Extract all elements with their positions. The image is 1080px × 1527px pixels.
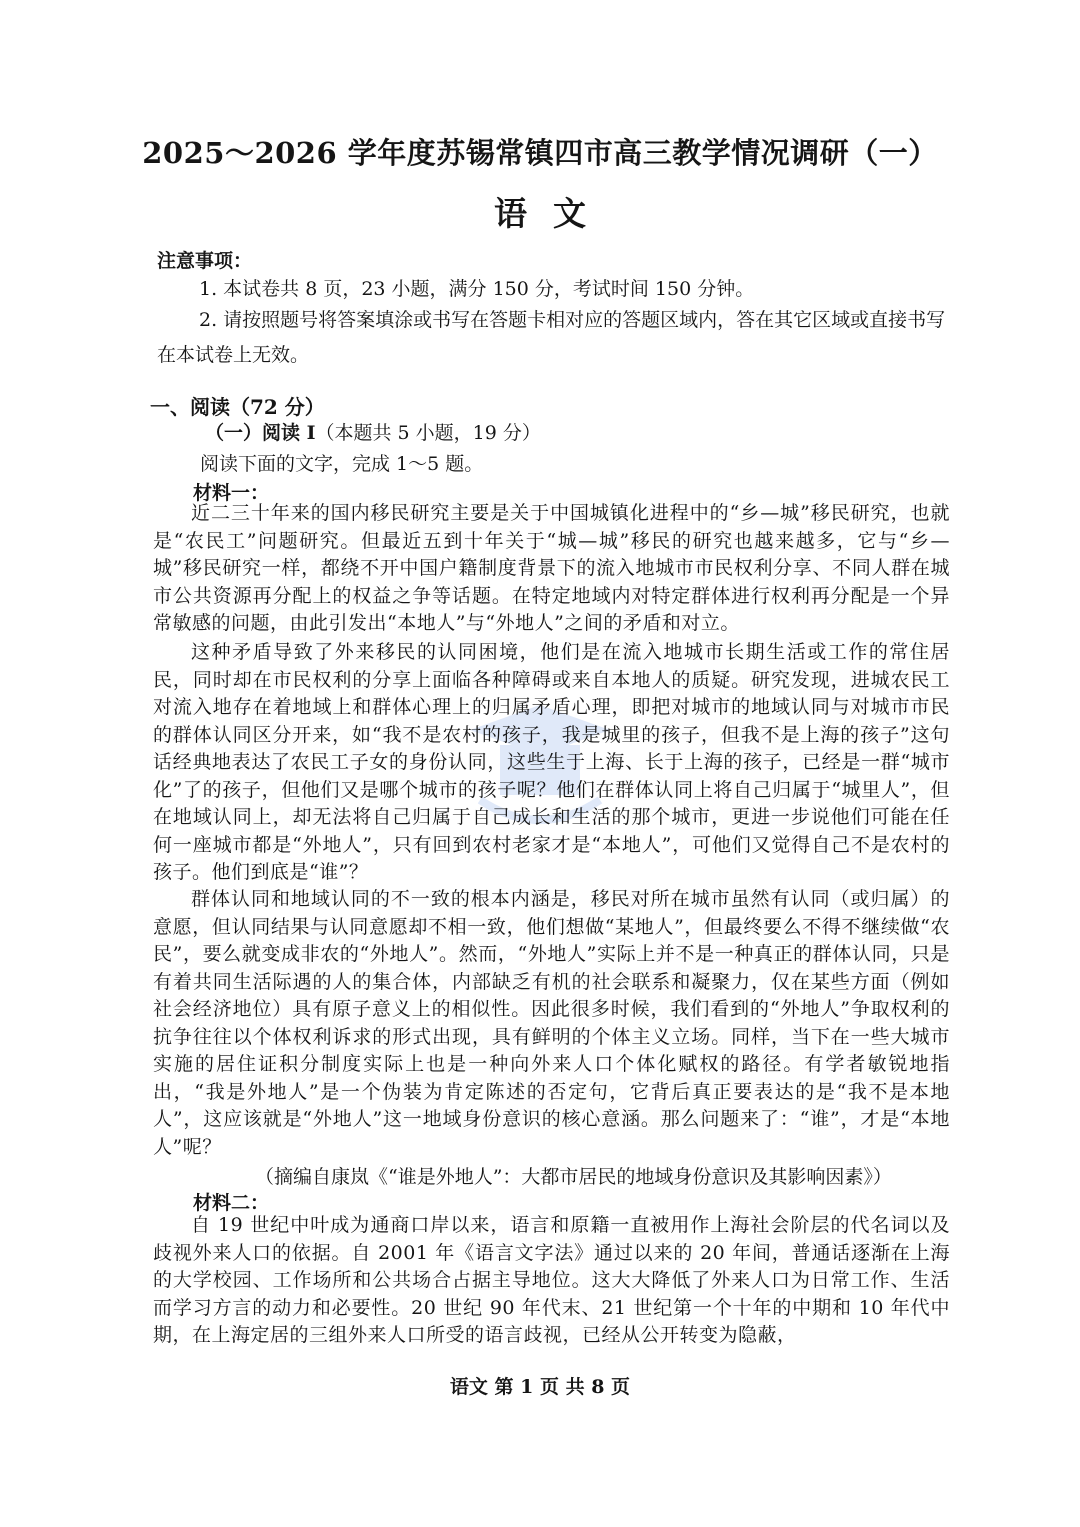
sub-section-heading — [205, 418, 541, 445]
notice-heading: 注意事项： — [157, 250, 253, 272]
material-1-paragraph-1: 近二三十年来的国内移民研究主要是关于中国城镇化进程中的“乡—城”移民研究，也就是“农民工”问题研究。但最近五到十年关于“城—城”移民的研究也越来越多，它与“乡—城”移民研究一样，都绕不开中国户籍制度背景下的流入地城市市民权利分享、不同人群在城市公共资源再分配上的权益之争等话题。在特定地域内对特定群体进行权利再分配是一个异常敏感的问题，由此引发出“本地人”与“外地人”之间的矛盾和对立。 — [153, 502, 950, 634]
section-heading: 一、阅读（72 分） — [150, 395, 325, 419]
exam-title: 2025～2026 学年度苏锡常镇四市高三教学情况调研（一） — [142, 136, 938, 170]
notice-item-1: 1. 本试卷共 8 页，23 小题，满分 150 分，考试时间 150 分钟。 — [199, 278, 755, 300]
reading-instruction: 阅读下面的文字，完成 1～5 题。 — [200, 453, 484, 475]
sub-section-detail: （本题共 5 小题，19 分） — [315, 422, 541, 444]
subject-title: 语文 — [494, 194, 612, 233]
material-1-heading: 材料一： — [193, 482, 270, 504]
material-2-heading: 材料二： — [193, 1192, 270, 1214]
notice-item-2: 2. 请按照题号将答案填涂或书写在答题卡相对应的答题区域内，答在其它区域或直接书写在本试卷上无效。 — [157, 309, 946, 366]
material-1-paragraph-2: 这种矛盾导致了外来移民的认同困境，他们是在流入地城市长期生活或工作的常住居民，同时却在市民权利的分享上面临各种障碍或来自本地人的质疑。研究发现，进城农民工对流入地存在着地域上和群体心理上的归属矛盾心理，即把对城市的地域认同与对城市市民的群体认同区分开来，如“我不是农村的孩子，我是城里的孩子，但我不是上海的孩子”这句话经典地表达了农民工子女的身份认同，这些生于上海、长于上海的孩子，已经是一群“城市化”了的孩子，但他们又是哪个城市的孩子呢？他们在群体认同上将自己归属于“城里人”，但在地域认同上，却无法将自己归属于自己成长和生活的那个城市，更进一步说他们可能在任何一座城市都是“外地人”，只有回到农村老家才是“本地人”，可他们又觉得自己不是农村的孩子。他们到底是“谁”？ — [153, 641, 950, 883]
material-2-paragraph-1: 自 19 世纪中叶成为通商口岸以来，语言和原籍一直被用作上海社会阶层的代名词以及歧视外来人口的依据。自 2001 年《语言文字法》通过以来的 20 年间，普通话逐渐在上海的大学校园、工作场所和公共场合占据主导地位。这大大降低了外来人口为日常工作、生活而学习方言的动力和必要性。20 世纪 90 年代末、21 世纪第一个十年的中期和 10 年代中期，在上海定居的三组外来人口所受的语言歧视，已经从公开转变为隐蔽， — [153, 1214, 950, 1346]
material-1-source: （摘编自康岚《“谁是外地人”：大都市居民的地域身份意识及其影响因素》） — [255, 1166, 892, 1188]
material-1-paragraph-3: 群体认同和地域认同的不一致的根本内涵是，移民对所在城市虽然有认同（或归属）的意愿，但认同结果与认同意愿却不相一致，他们想做“某地人”，但最终要么不得不继续做“农民”，要么就变成非农的“外地人”。然而，“外地人”实际上并不是一种真正的群体认同，只是有着共同生活际遇的人的集合体，内部缺乏有机的社会联系和凝聚力，仅在某些方面（例如社会经济地位）具有原子意义上的相似性。因此很多时候，我们看到的“外地人”争取权利的抗争往往以个体权利诉求的形式出现，具有鲜明的个体主义立场。同样，当下在一些大城市实施的居住证积分制度实际上也是一种向外来人口个体化赋权的路径。有学者敏锐地指出，“我是外地人”是一个伪装为肯定陈述的否定句，它背后真正要表达的是“我不是本地人”，这应该就是“外地人”这一地域身份意识的核心意涵。那么问题来了：“谁”，才是“本地人”呢？ — [153, 888, 950, 1158]
sub-section-number: （一）阅读 I — [205, 422, 316, 444]
page-footer: 语文 第 1 页 共 8 页 — [449, 1376, 631, 1398]
